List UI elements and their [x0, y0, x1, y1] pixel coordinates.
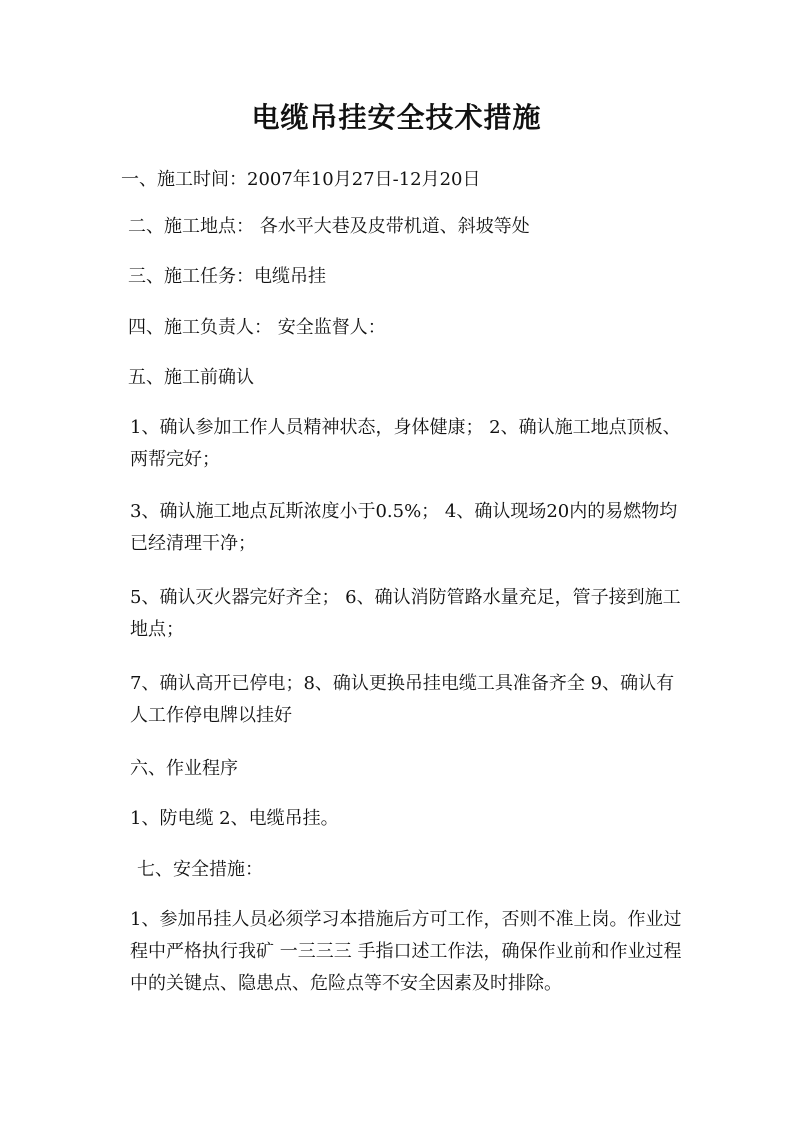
paragraph-construction-task: 三、施工任务：电缆吊挂	[128, 266, 326, 287]
paragraph-construction-location: 二、施工地点： 各水平大巷及皮带机道、斜坡等处	[128, 216, 530, 237]
paragraph-procedure-steps: 1、防电缆 2、电缆吊挂。	[130, 808, 339, 829]
paragraph-work-procedure: 六、作业程序	[130, 758, 238, 779]
paragraph-safety-measure-1: 1、参加吊挂人员必须学习本措施后方可工作，否则不准上岗。作业过程中严格执行我矿 一三三三 手指口述工作法，确保作业前和作业过程中的关键点、隐患点、危险点等不安全因素及时排除。	[130, 909, 682, 994]
paragraph-confirm-7-9: 7、确认高开已停电；8、确认更换吊挂电缆工具准备齐全 9、确认有人工作停电牌以挂好	[130, 673, 675, 726]
paragraph-confirm-3-4: 3、确认施工地点瓦斯浓度小于0.5%； 4、确认现场20内的易燃物均已经清理干净；	[130, 501, 678, 554]
paragraph-construction-time: 一、施工时间：2007年10月27日-12月20日	[121, 169, 481, 190]
paragraph-safety-measures: 七、安全措施：	[137, 859, 263, 880]
paragraph-responsible-persons: 四、施工负责人： 安全监督人：	[128, 317, 386, 338]
paragraph-pre-construction-confirmation: 五、施工前确认	[128, 367, 254, 388]
document-title: 电缆吊挂安全技术措施	[251, 101, 542, 134]
paragraph-confirm-5-6: 5、确认灭火器完好齐全； 6、确认消防管路水量充足，管子接到施工地点；	[130, 587, 681, 640]
paragraph-confirm-1-2: 1、确认参加工作人员精神状态，身体健康； 2、确认施工地点顶板、两帮完好；	[130, 417, 681, 470]
